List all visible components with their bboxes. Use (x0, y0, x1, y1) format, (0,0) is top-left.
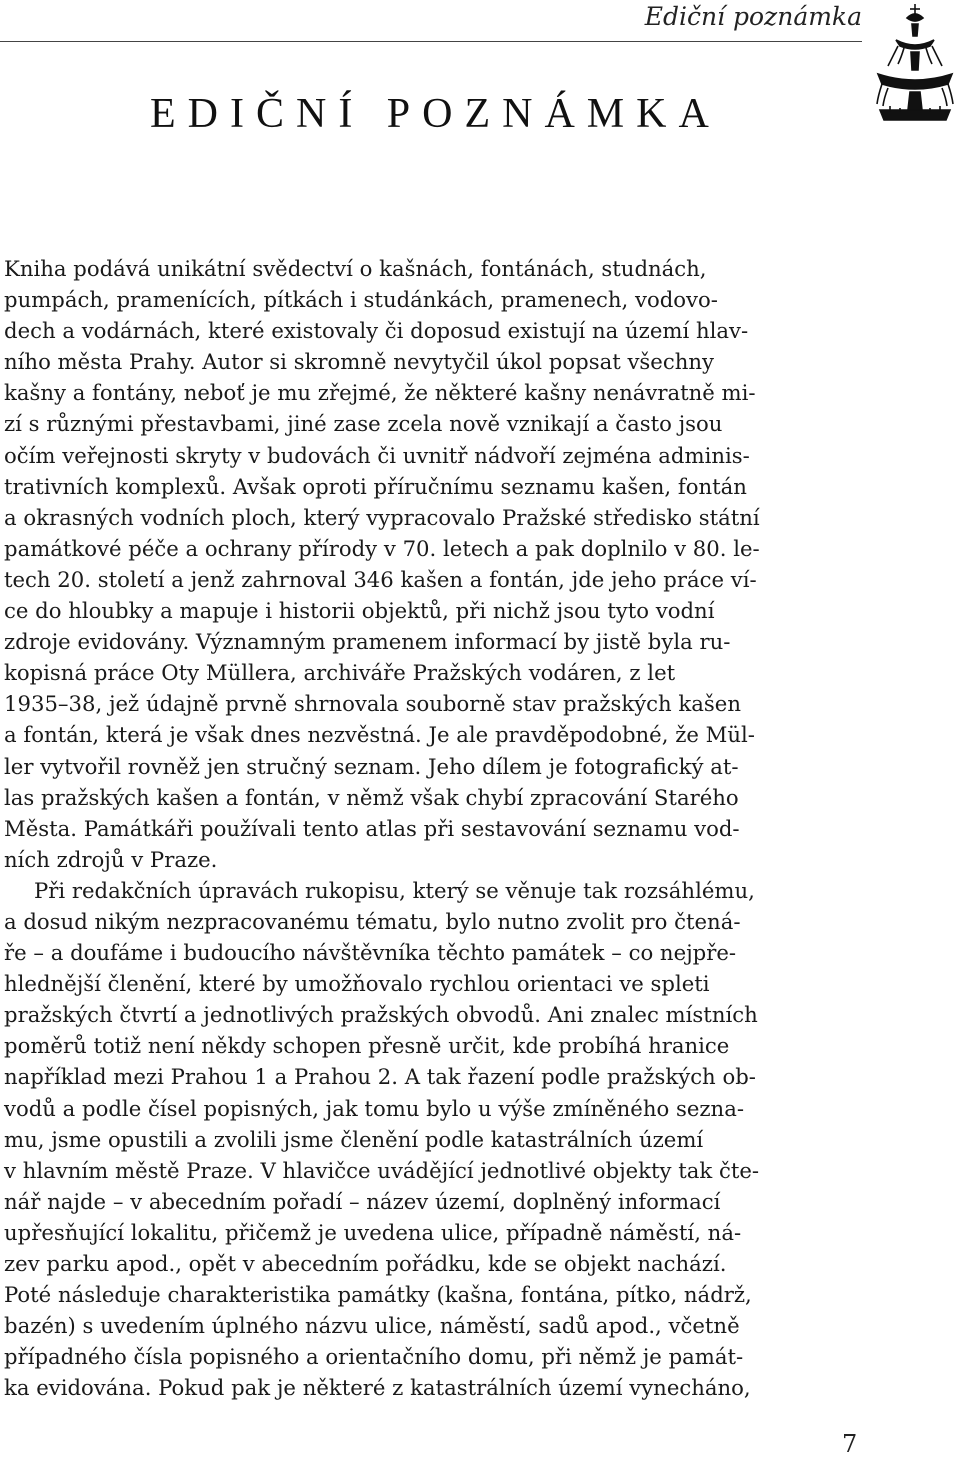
text-line: a okrasných vodních ploch, který vypracovalo Pražské středisko státní (4, 504, 760, 530)
text-line: vodů a podle čísel popisných, jak tomu bylo u výše zmíněného sezna- (4, 1095, 744, 1121)
text-line: ler vytvořil rovněž jen stručný seznam. Jeho dílem je fotografický at- (4, 753, 739, 779)
text-line: zí s různými přestavbami, jiné zase zcela nově vznikají a často jsou (4, 411, 723, 437)
fountain-icon (874, 0, 956, 130)
text-line: dech a vodárnách, které existovaly či doposud existují na území hlav- (4, 318, 749, 344)
text-line: ce do hloubky a mapuje i historii objektů, při nichž jsou tyto vodní (4, 598, 715, 624)
text-line: kašny a fontány, neboť je mu zřejmé, že některé kašny nenávratně mi- (4, 380, 756, 406)
body-text (4, 253, 864, 1403)
text-line: trativních komplexů. Avšak oproti příručnímu seznamu kašen, fontán (4, 473, 747, 499)
text-line: hlednější členění, které by umožňovalo rychlou orientaci ve spleti (4, 971, 710, 997)
text-line: Poté následuje charakteristika památky (kašna, fontána, pítko, nádrž, (4, 1282, 752, 1308)
chapter-title: EDIČNÍ POZNÁMKA (150, 91, 721, 137)
text-line: zev parku apod., opět v abecedním pořádku, kde se objekt nachází. (4, 1251, 727, 1276)
text-line: poměrů totiž není někdy schopen přesně určit, kde probíhá hranice (4, 1033, 730, 1059)
running-head: Ediční poznámka (644, 2, 862, 31)
text-line: nář najde – v abecedním pořadí – název území, doplněný informací (4, 1188, 721, 1214)
text-line: ních zdrojů v Praze. (4, 846, 218, 872)
text-line: Při redakčních úpravách rukopisu, který se věnuje tak rozsáhlému, (34, 877, 755, 903)
text-line: Města. Památkáři používali tento atlas při sestavování seznamu vod- (4, 815, 740, 841)
text-line: památkové péče a ochrany přírody v 70. letech a pak doplnilo v 80. le- (4, 535, 760, 561)
text-line: případného čísla popisného a orientačního domu, při němž je památ- (4, 1344, 744, 1370)
text-line: ka evidována. Pokud pak je některé z katastrálních území vynecháno, (4, 1375, 751, 1401)
text-line: ního města Prahy. Autor si skromně nevytyčil úkol popsat všechny (4, 349, 714, 375)
text-line: a fontán, která je však dnes nezvěstná. Je ale pravděpodobné, že Mül- (4, 722, 755, 748)
text-line: a dosud nikým nezpracovanému tématu, bylo nutno zvolit pro čtená- (4, 908, 741, 934)
text-line: las pražských kašen a fontán, v němž však chybí zpracování Starého (4, 784, 739, 810)
text-line: Kniha podává unikátní svědectví o kašnách, fontánách, studnách, (4, 256, 707, 281)
text-line: pražských čtvrtí a jednotlivých pražských obvodů. Ani znalec místních (4, 1002, 758, 1028)
text-line: v hlavním městě Praze. V hlavičce uvádějící jednotlivé objekty tak čte- (4, 1157, 760, 1183)
text-line: kopisná práce Oty Müllera, archiváře Pražských vodáren, z let (4, 660, 676, 686)
text-line: pumpách, pramenících, pítkách i studánkách, pramenech, vodovo- (4, 287, 718, 313)
text-line: 1935–38, jež údajně prvně shrnovala souborně stav pražských kašen (4, 691, 741, 717)
text-line: očím veřejnosti skryty v budovách či uvnitř nádvoří zejména adminis- (4, 442, 750, 468)
text-line: bazén) s uvedením úplného názvu ulice, náměstí, sadů apod., včetně (4, 1313, 740, 1339)
page-number: 7 (842, 1430, 858, 1458)
text-line: mu, jsme opustili a zvolili jsme členění podle katastrálních území (4, 1126, 704, 1152)
header-rule (0, 41, 862, 42)
text-line: ře – a doufáme i budoucího návštěvníka těchto památek – co nejpře- (4, 940, 737, 966)
text-line: tech 20. století a jenž zahrnoval 346 kašen a fontán, jde jeho práce ví- (4, 566, 757, 592)
text-line: zdroje evidovány. Významným pramenem informací by jistě byla ru- (4, 629, 731, 655)
text-line: například mezi Prahou 1 a Prahou 2. A tak řazení podle pražských ob- (4, 1064, 756, 1090)
text-line: upřesňující lokalitu, přičemž je uvedena ulice, případně náměstí, ná- (4, 1219, 742, 1245)
